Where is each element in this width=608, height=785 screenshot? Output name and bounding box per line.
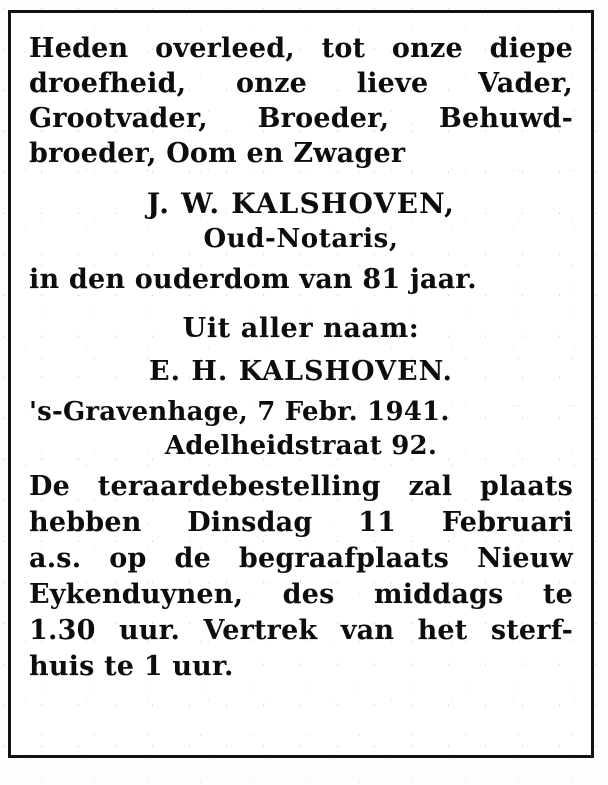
funeral-line: hebben Dinsdag 11 Februari [29,507,573,538]
intro-line: Grootvader, Broeder, Behuwd- [29,103,573,134]
closing-salutation: Uit aller naam: [182,313,420,344]
funeral-paragraph [29,469,573,685]
funeral-line: huis te 1 uur. [29,651,234,682]
age-line: in den ouderdom van 81 jaar. [29,264,477,295]
place-date-line: 's-Gravenhage, 7 Febr. 1941. [29,397,450,427]
intro-line: Heden overleed, tot onze diepe [29,33,573,64]
intro-line: droefheid, onze lieve Vader, [29,68,573,99]
funeral-line: a.s. op de begraafplaats Nieuw [29,543,573,574]
deceased-title: Oud-Notaris, [203,224,399,254]
notice-inner-area [21,21,581,747]
funeral-line: Eykenduynen, des middags te [29,579,573,610]
death-notice [21,21,581,685]
deceased-name: J. W. KALSHOVEN, [146,187,456,220]
funeral-line: 1.30 uur. Vertrek van het sterf- [29,615,573,646]
notice-border-frame [8,10,594,758]
intro-paragraph [29,31,573,171]
address-line: Adelheidstraat 92. [164,431,438,461]
intro-line: broeder, Oom en Zwager [29,138,406,169]
funeral-line: De teraardebestelling zal plaats [29,471,573,502]
signer-name: E. H. KALSHOVEN. [149,356,453,387]
